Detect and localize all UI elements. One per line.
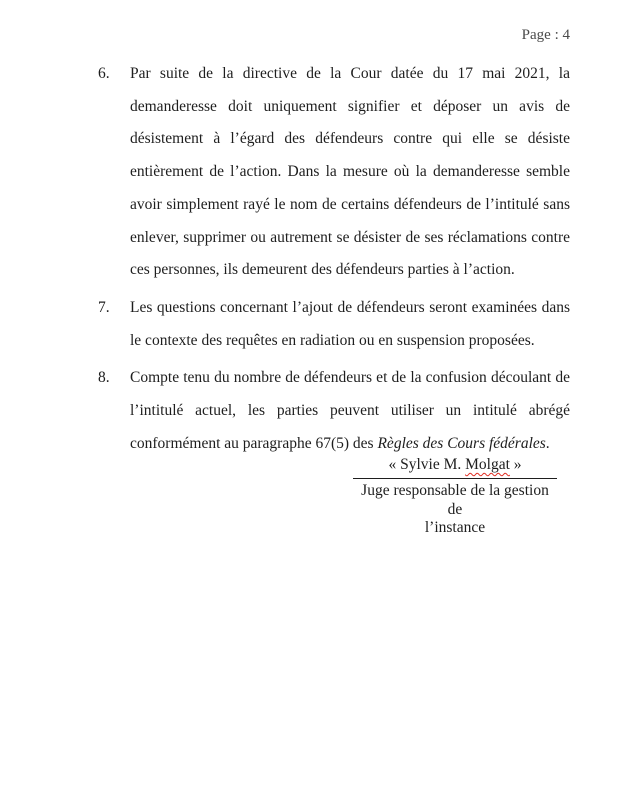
signature-name-prefix: « Sylvie M. — [388, 456, 466, 473]
signature-surname: Molgat — [465, 456, 510, 473]
signature-name-suffix: » — [509, 456, 522, 473]
signature-block — [353, 452, 557, 538]
document-body — [98, 58, 570, 465]
paragraph — [98, 58, 570, 287]
paragraph — [98, 292, 570, 357]
signature-title-line-2: l’instance — [424, 519, 486, 536]
paragraph-text — [130, 362, 570, 460]
paragraph-text: Les questions concernant l’ajout de défendeurs seront examinées dans le contexte des requêtes en radiation ou en suspension proposées. — [130, 298, 570, 349]
paragraph — [98, 362, 570, 460]
paragraph-text: Par suite de la directive de la Cour datée du 17 mai 2021, la demanderesse doit uniquement signifier et déposer un avis de désistement à l’égard des défendeurs contre qui elle se désiste entièrement de l’action. Dans la mesure où la demanderesse semble avoir simplement rayé le nom de certains défendeurs de l’intitulé sans enlever, supprimer ou autrement se désister de ses réclamations contre ces personnes, ils demeurent des défendeurs parties à l’action. — [130, 65, 570, 279]
paragraph-number: 7. — [98, 298, 110, 316]
cited-rules-title: Règles des Cours fédérales — [377, 434, 546, 452]
paragraph-text-segment: . — [545, 434, 550, 452]
signature-line — [353, 452, 557, 479]
page-number: Page : 4 — [521, 27, 570, 43]
signature-title-line-1: Juge responsable de la gestion de — [361, 482, 549, 518]
paragraph-text-segment: Compte tenu du nombre de défendeurs et de la confusion découlant de l’intitulé actuel, les parties peuvent utiliser un intitulé abrégé conformément au paragraphe 67(5) des — [130, 369, 570, 452]
paragraph-number: 8. — [98, 369, 110, 387]
paragraph-number: 6. — [98, 65, 110, 82]
